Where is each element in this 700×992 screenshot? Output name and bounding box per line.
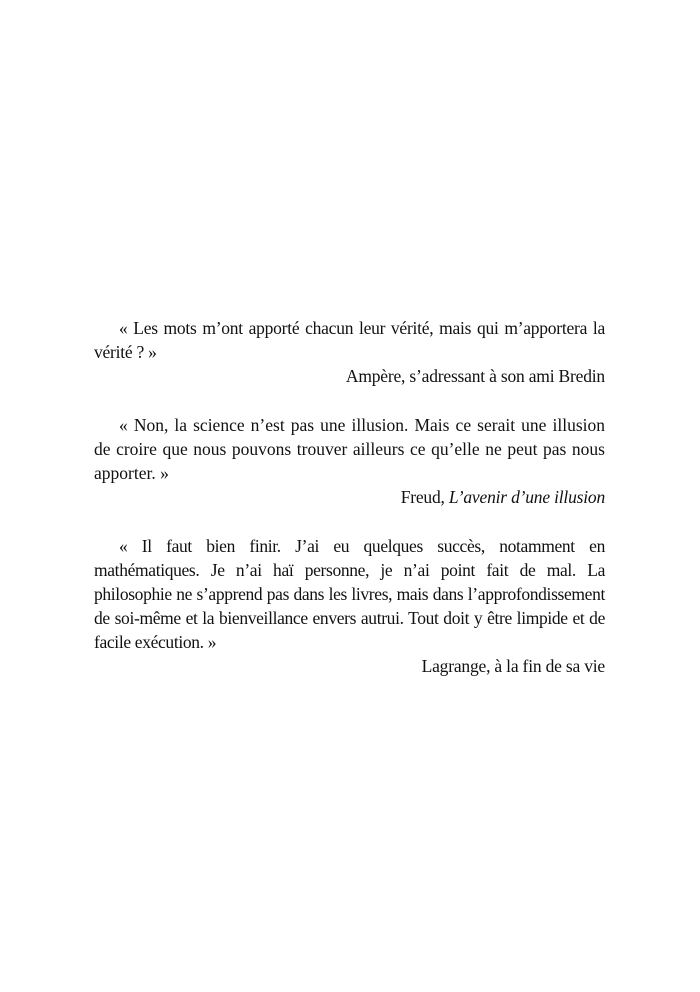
quote-block-lagrange [94, 534, 605, 678]
attribution-work-freud: L’avenir d’une illusion [448, 487, 605, 507]
quote-attribution-lagrange: Lagrange, à la fin de sa vie [421, 656, 605, 676]
quote-block-ampere [94, 316, 605, 388]
quote-text-ampere: « Les mots m’ont apporté chacun leur vérité, mais qui m’apportera la vérité ? » [94, 318, 605, 362]
quote-attribution-freud [94, 485, 605, 509]
attribution-author-freud: Freud, [400, 487, 449, 507]
epigraphs-section [94, 316, 605, 678]
quote-text-lagrange: « Il faut bien finir. J’ai eu quelques succès, notamment en mathématiques. Je n’ai haï personne, je n’ai point fait de mal. La philosophie ne s’apprend pas dans les livres, mais dans l’approfondissement de soi-même et la bienveillance envers autrui. Tout doit y être limpide et de facile exécution. » [94, 536, 605, 652]
quote-text-freud: « Non, la science n’est pas une illusion. Mais ce serait une illusion de croire que nous pouvons trouver ailleurs ce qu’elle ne peut pas nous apporter. » [94, 415, 605, 483]
quote-attribution-ampere: Ampère, s’adressant à son ami Bredin [345, 366, 605, 386]
quote-block-freud [94, 413, 605, 509]
